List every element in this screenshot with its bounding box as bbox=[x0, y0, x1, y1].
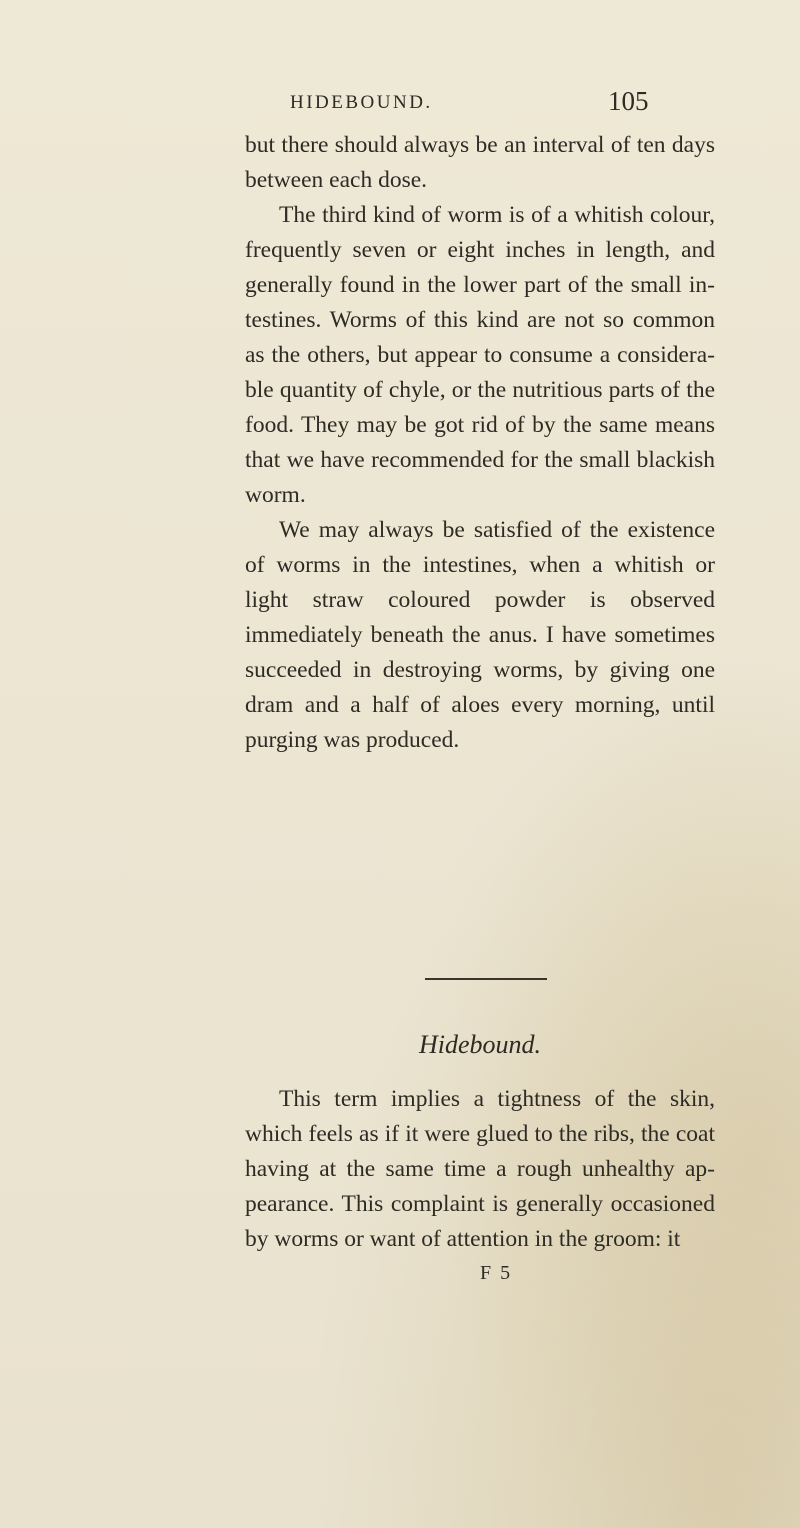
page-number: 105 bbox=[608, 86, 649, 116]
signature-mark: F 5 bbox=[480, 1262, 513, 1284]
paragraph-third-worm: The third kind of worm is of a whitish colour, frequently seven or eight inches in length, and generally found in the lower part of the small in-testines. Worms of this kind are not so common as the others, but appear to consume a considera-ble quantity of chyle, or the nutritious parts of the food. They may be got rid of by the same means that we have recommended for the small blackish worm. bbox=[245, 202, 715, 508]
paragraph-worm-signs: We may always be satisfied of the existence of worms in the intestines, when a whitish or light straw coloured powder is observed immediately beneath the anus. I have sometimes succeeded in destroying worms, by giving one dram and a half of aloes every morning, until purging was produced. bbox=[245, 517, 715, 753]
main-text bbox=[245, 128, 715, 758]
paragraph-continuation: but there should always be an interval of ten days between each dose. bbox=[245, 132, 715, 193]
section-divider bbox=[425, 978, 547, 980]
paragraph-hidebound: This term implies a tightness of the skin, which feels as if it were glued to the ribs, the coat having at the same time a rough unhealthy ap-pearance. This complaint is generally occasioned by worms or want of attention in the groom: it bbox=[245, 1086, 715, 1252]
running-title: HIDEBOUND. bbox=[290, 92, 433, 113]
running-head bbox=[290, 86, 650, 122]
section-text bbox=[245, 1082, 715, 1257]
section-heading: Hidebound. bbox=[418, 1030, 542, 1059]
